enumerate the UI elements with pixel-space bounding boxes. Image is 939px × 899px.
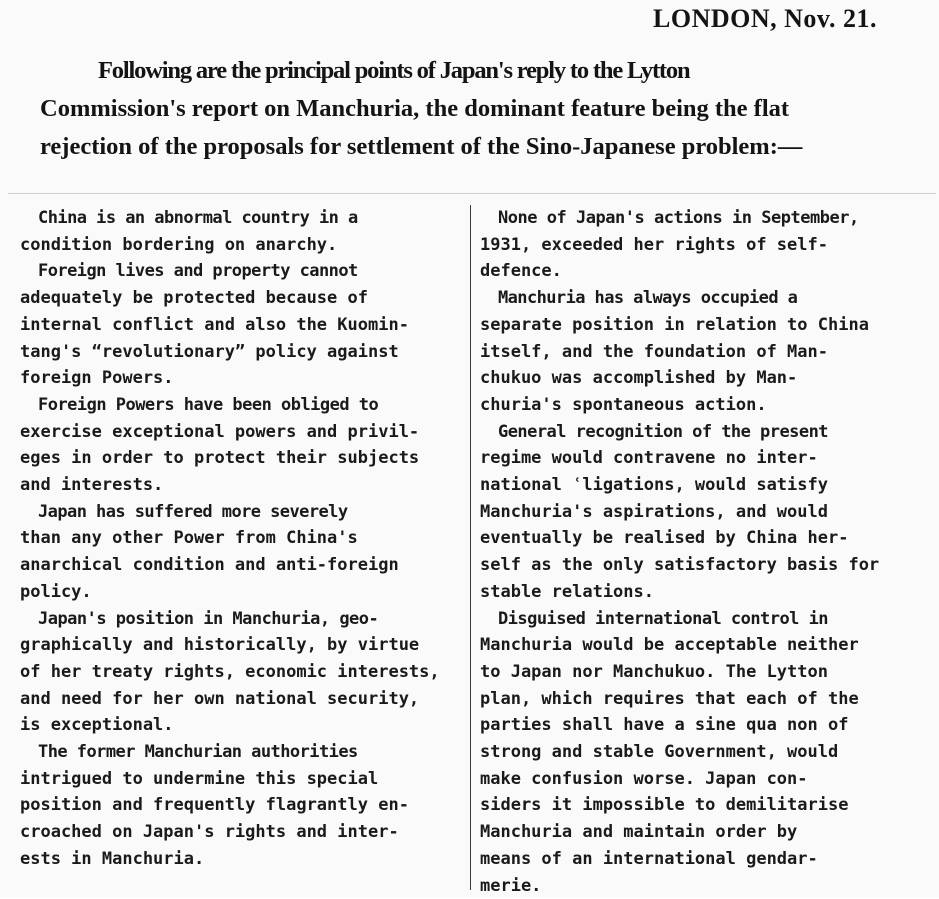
paragraph-line: stable relations. [480,581,654,602]
article-paragraph [480,606,932,899]
paragraph-line: None of Japan's actions in September, [498,208,859,228]
paragraph-line: foreign Powers. [20,368,174,389]
paragraph-line: Japan's position in Manchuria, geo- [38,608,379,629]
paragraph-line: adequately be protected because of [20,288,368,309]
paragraph-line: ests in Manchuria. [20,848,205,869]
paragraph-line: Manchuria has always occupied a [498,288,798,309]
article-paragraph [20,258,465,392]
article-paragraph [20,392,465,499]
paragraph-line: plan, which requires that each of the [480,688,859,709]
paragraph-line: than any other Power from China's [20,528,358,549]
paragraph-line: condition bordering on anarchy. [20,234,338,255]
intro-paragraph [40,52,912,166]
paragraph-line: itself, and the foundation of Man- [480,341,828,362]
paragraph-line: graphically and historically, by virtue [20,635,420,656]
article-paragraph [20,205,465,258]
paragraph-line: means of an international gendar- [480,848,818,869]
section-rule [8,193,936,194]
article-paragraph [480,419,932,606]
left-column [20,205,465,873]
article-paragraph [20,739,465,873]
paragraph-line: defence. [480,261,562,282]
paragraph-line: self as the only satisfactory basis for [480,555,880,576]
paragraph-line: Foreign lives and property cannot [38,261,358,282]
paragraph-line: and interests. [20,475,164,496]
paragraph-line: chukuo was accomplished by Man- [480,368,798,389]
intro-line: Commission's report on Manchuria, the dominant feature being the flat [40,95,790,122]
paragraph-line: is exceptional. [20,715,174,736]
paragraph-line: eges in order to protect their subjects [20,448,420,469]
paragraph-line: make confusion worse. Japan con- [480,768,808,789]
paragraph-line: to Japan nor Manchukuo. The Lytton [480,661,828,682]
paragraph-line: of her treaty rights, economic interests, [20,661,440,682]
article-paragraph [480,285,932,419]
paragraph-line: Manchuria would be acceptable neither [480,635,859,656]
paragraph-line: exercise exceptional powers and privil- [20,421,420,442]
article-paragraph [20,499,465,606]
intro-line: Following are the principal points of Japan's reply to the Lytton [98,57,690,84]
paragraph-line: General recognition of the present [498,421,828,442]
paragraph-line: policy. [20,581,92,602]
paragraph-line: intrigued to undermine this special [20,768,379,789]
paragraph-line: siders it impossible to demilitarise [480,795,849,816]
paragraph-line: anarchical condition and anti-foreign [20,555,399,576]
paragraph-line: regime would contravene no inter- [480,448,818,469]
intro-line: rejection of the proposals for settlement of the Sino-Japanese problem:— [40,133,803,160]
paragraph-line: and need for her own national security, [20,688,420,709]
paragraph-line: merie. [480,875,542,896]
paragraph-line: internal conflict and also the Kuomin- [20,314,409,335]
paragraph-line: Manchuria and maintain order by [480,822,798,843]
paragraph-line: Manchuria's aspirations, and would [480,501,828,522]
paragraph-line: position and frequently flagrantly en- [20,795,409,816]
article-paragraph [480,205,932,285]
dateline: LONDON, Nov. 21. [653,4,877,33]
paragraph-line: tang's “revolutionary” policy against [20,341,399,362]
right-column [480,205,932,899]
paragraph-line: Foreign Powers have been obliged to [38,394,379,415]
column-divider [470,205,471,890]
paragraph-line: separate position in relation to China [480,314,869,335]
paragraph-line: national ʿligations, would satisfy [480,475,828,496]
article-paragraph [20,606,465,740]
paragraph-line: croached on Japan's rights and inter- [20,822,399,843]
paragraph-line: The former Manchurian authorities [38,742,358,763]
paragraph-line: Japan has suffered more severely [38,501,348,522]
paragraph-line: 1931, exceeded her rights of self- [480,234,828,255]
paragraph-line: churia's spontaneous action. [480,394,767,415]
paragraph-line: China is an abnormal country in a [38,208,358,228]
paragraph-line: parties shall have a sine qua non of [480,715,849,736]
paragraph-line: Disguised international control in [498,608,828,629]
paragraph-line: strong and stable Government, would [480,742,839,763]
paragraph-line: eventually be realised by China her- [480,528,849,549]
